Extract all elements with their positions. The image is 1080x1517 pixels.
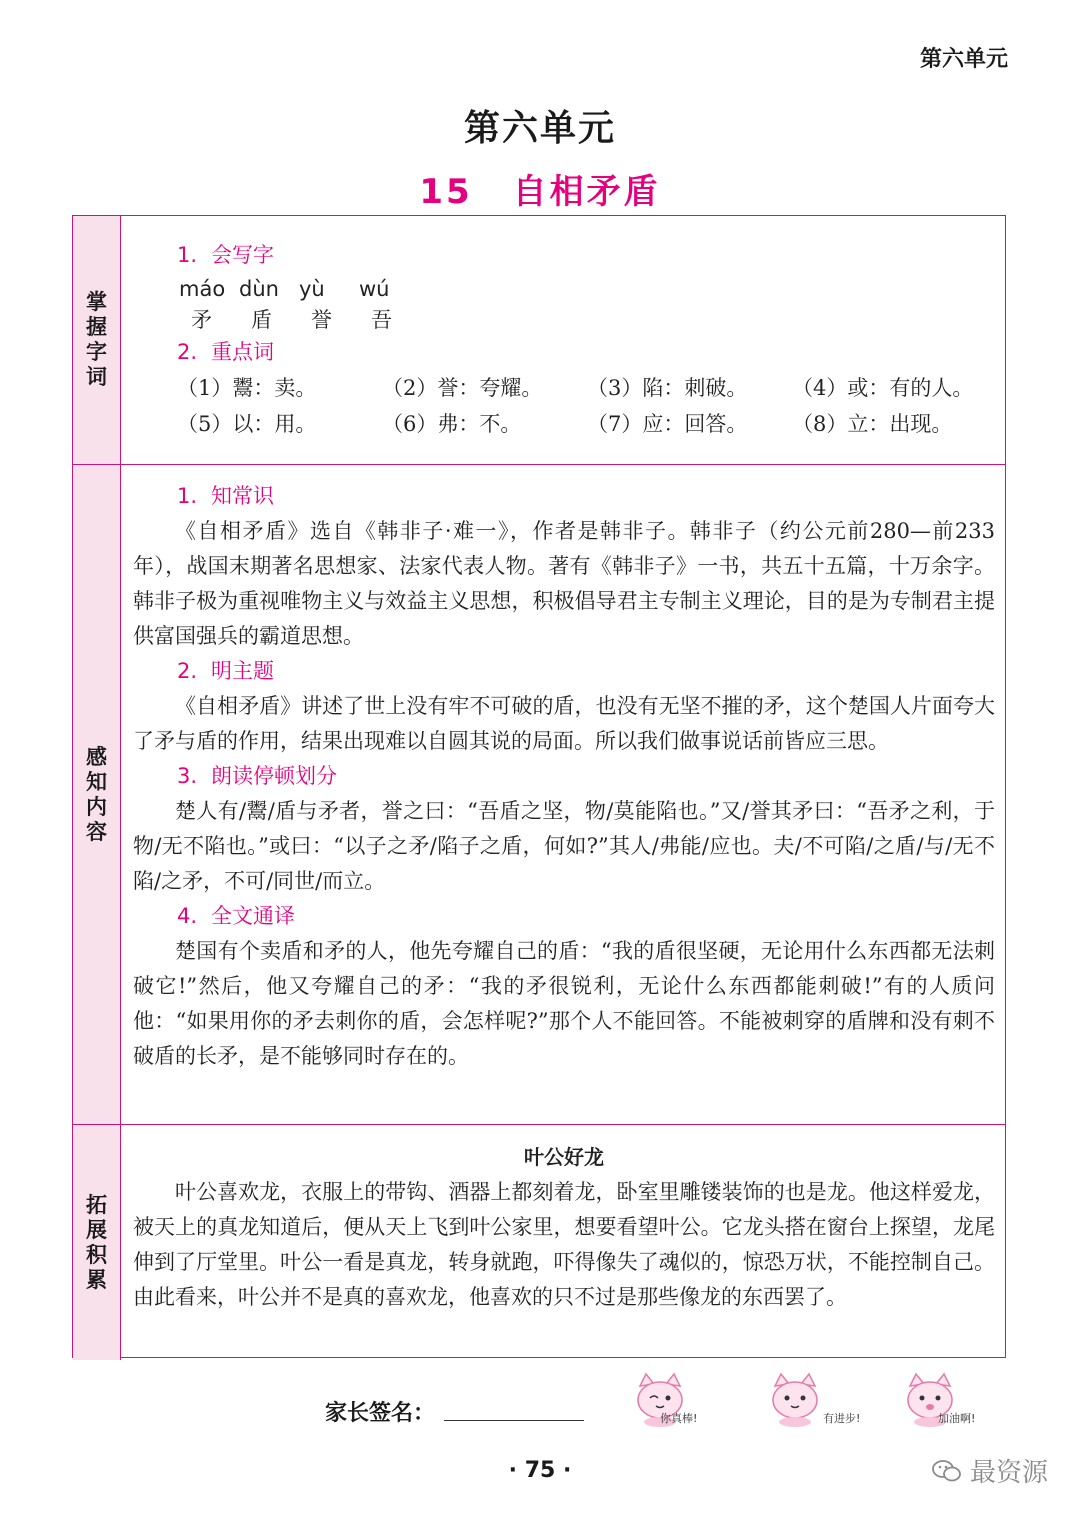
section-label-cell <box>73 216 121 464</box>
paragraph-knowledge: 《自相矛盾》选自《韩非子·难一》，作者是韩非子。韩非子（约公元前280—前233年），战国末期著名思想家、法家代表人物。著有《韩非子》一书，共五十五篇，十万余字。韩非子极为重视唯物主义与效益主义思想，积极倡导君主专制主义理论，目的是为专制君主提供富国强兵的霸道思想。 <box>133 519 995 648</box>
heading-key-words: 2. 重点词 <box>177 340 275 364</box>
character: 吾 <box>371 308 392 332</box>
lesson-table <box>72 215 1006 1358</box>
section-label-master: 掌握字词 <box>86 290 107 389</box>
page-number: · 75 · <box>508 1458 572 1483</box>
parent-signature-label: 家长签名： <box>325 1401 436 1426</box>
wechat-icon <box>932 1458 962 1484</box>
key-word: （6）弗：不。 <box>382 412 522 436</box>
key-word: （5）以：用。 <box>177 412 317 436</box>
sticker-text: 有进步! <box>823 1412 861 1425</box>
heading-write-chars: 1. 会写字 <box>177 243 275 267</box>
character: 盾 <box>251 308 272 332</box>
sticker-text: 你真棒! <box>660 1412 698 1425</box>
section-label-cell <box>73 465 121 1125</box>
running-header-unit: 第六单元 <box>919 47 1008 72</box>
pinyin: yù <box>299 277 325 301</box>
section-label-perceive: 感知内容 <box>86 745 107 844</box>
pinyin: wú <box>359 277 390 301</box>
cat-icon <box>765 1372 825 1428</box>
paragraph-reading-pauses: 楚人有/鬻/盾与矛者，誉之曰：“吾盾之坚，物/莫能陷也。”又/誉其矛曰：“吾矛之利，于物/无不陷也。”或曰：“以子之矛/陷子之盾，何如?”其人/弗能/应也。夫/不可陷/之盾/与/无不陷/之矛，不可/同世/而立。 <box>133 799 995 893</box>
unit-title: 第六单元 <box>463 108 616 149</box>
parent-signature-line[interactable] <box>444 1420 584 1421</box>
story-paragraph: 叶公喜欢龙，衣服上的带钩、酒器上都刻着龙，卧室里雕镂装饰的也是龙。他这样爱龙，被天上的真龙知道后，便从天上飞到叶公家里，想要看望叶公。它龙头搭在窗台上探望，龙尾伸到了厅堂里。叶公一看是真龙，转身就跑，吓得像失了魂似的，惊恐万状，不能控制自己。由此看来，叶公并不是真的喜欢龙，他喜欢的只不过是那些像龙的东西罢了。 <box>133 1180 995 1309</box>
character: 矛 <box>191 308 212 332</box>
watermark-text: 最资源 <box>969 1458 1048 1488</box>
heading-translation: 4. 全文通译 <box>177 904 296 928</box>
key-word: （3）陷：刺破。 <box>587 376 748 400</box>
section-label-extend: 拓展积累 <box>86 1192 107 1292</box>
cat-sticker-1 <box>630 1372 716 1428</box>
paragraph-theme: 《自相矛盾》讲述了世上没有牢不可破的盾，也没有无坚不摧的矛，这个楚国人片面夸大了矛与盾的作用，结果出现难以自圆其说的局面。所以我们做事说话前皆应三思。 <box>133 694 995 753</box>
heading-reading-pauses: 3. 朗读停顿划分 <box>177 764 338 788</box>
pinyin: dùn <box>239 277 279 301</box>
section-perceive-content <box>73 464 1005 1125</box>
key-word: （1）鬻：卖。 <box>177 376 317 400</box>
watermark <box>932 1452 1048 1489</box>
sticker-text: 加油啊! <box>938 1412 976 1425</box>
story-title: 叶公好龙 <box>524 1145 604 1169</box>
lesson-title <box>0 164 1080 213</box>
section-label-cell <box>73 1125 121 1360</box>
lesson-number: 15 <box>419 172 473 212</box>
cat-sticker-3 <box>900 1372 986 1428</box>
key-word: （4）或：有的人。 <box>792 376 974 400</box>
heading-theme: 2. 明主题 <box>177 659 275 683</box>
section-extend <box>73 1124 1005 1360</box>
key-word: （2）誉：夸耀。 <box>382 376 543 400</box>
key-words-list <box>177 370 995 442</box>
heading-knowledge: 1. 知常识 <box>177 484 275 508</box>
character: 誉 <box>311 308 332 332</box>
paragraph-translation: 楚国有个卖盾和矛的人，他先夸耀自己的盾：“我的盾很坚硬，无论用什么东西都无法刺破它!”然后，他又夸耀自己的矛：“我的矛很锐利，无论什么东西都能刺破!”有的人质问他：“如果用你的矛去刺你的盾，会怎样呢?”那个人不能回答。不能被刺穿的盾牌和没有刺不破盾的长矛，是不能够同时存在的。 <box>133 939 995 1068</box>
pinyin-row <box>179 273 995 305</box>
char-row <box>179 305 995 335</box>
key-word: （7）应：回答。 <box>587 412 748 436</box>
lesson-name: 自相矛盾 <box>512 172 661 212</box>
key-word: （8）立：出现。 <box>792 412 953 436</box>
pinyin: máo <box>179 277 226 301</box>
cat-sticker-2 <box>765 1372 861 1428</box>
section-master-words <box>73 216 1005 464</box>
